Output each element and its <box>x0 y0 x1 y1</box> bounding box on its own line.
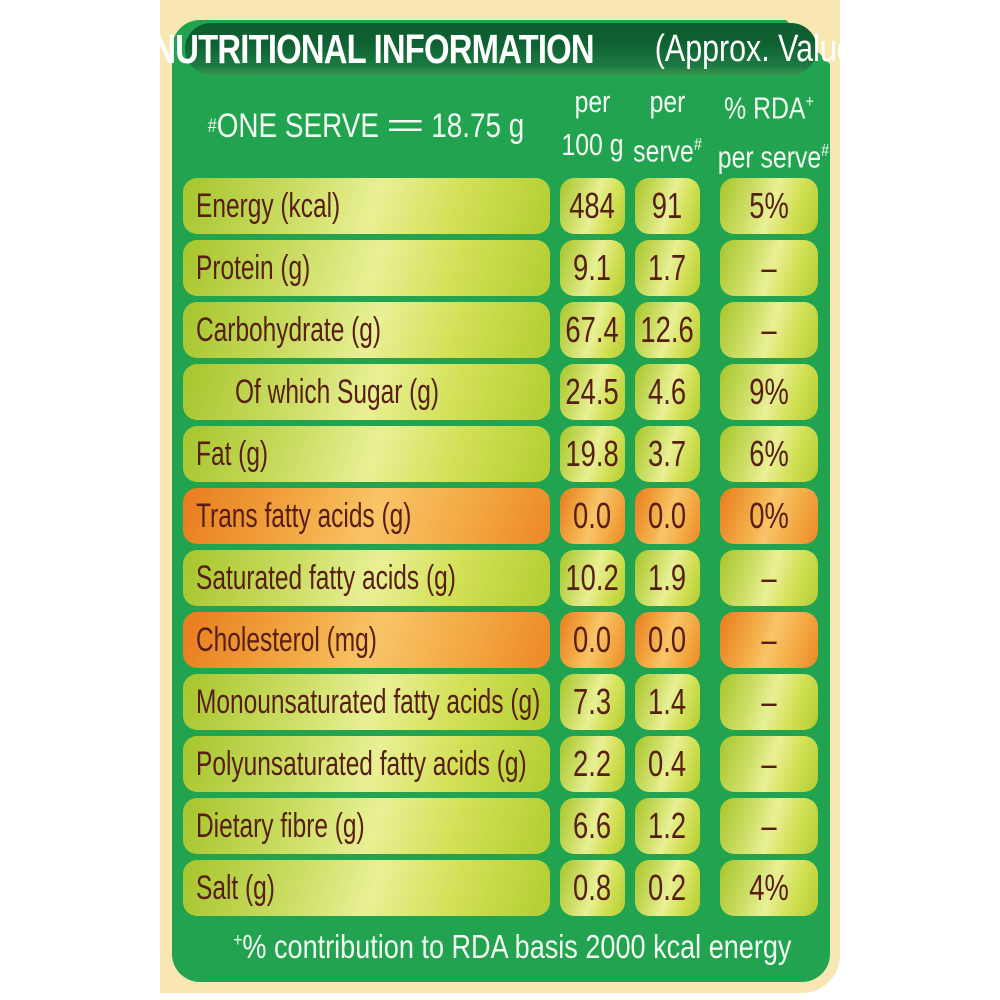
nutrient-name-pill <box>183 798 550 854</box>
per-serve-value-pill <box>635 674 700 730</box>
one-serve-value: 18.75 g <box>431 106 525 145</box>
per-100g-value-pill <box>560 302 625 358</box>
per-serve-value-pill <box>635 364 700 420</box>
rda-value: – <box>761 743 777 784</box>
per-serve-value-pill <box>635 488 700 544</box>
rda-plus-superscript: + <box>805 91 814 111</box>
rda-line2: per serve# <box>717 139 830 175</box>
rda-value: – <box>761 247 777 288</box>
rda-value: – <box>761 309 777 350</box>
one-serve-note <box>183 106 550 146</box>
per-100g-value-pill <box>560 240 625 296</box>
nutrient-row <box>183 426 818 482</box>
rda-footnote <box>172 928 830 966</box>
per-serve-value-pill <box>635 302 700 358</box>
per-serve-value: 12.6 <box>640 309 695 350</box>
per-serve-hash-superscript: # <box>693 134 702 154</box>
per-serve-value: 4.6 <box>648 371 687 412</box>
per-100g-value: 0.8 <box>573 867 612 908</box>
per-100g-value-pill <box>560 860 625 916</box>
nutrient-name-pill <box>183 612 550 668</box>
nutrient-table <box>183 178 818 922</box>
nutrition-panel <box>152 20 879 982</box>
per-serve-value: 0.0 <box>648 495 687 536</box>
per-100g-value-pill <box>560 612 625 668</box>
rda-value: – <box>761 805 777 846</box>
per-100g-value-pill <box>560 674 625 730</box>
per-serve-value-pill <box>635 426 700 482</box>
column-header-rda <box>705 80 833 179</box>
per-100g-line1: per <box>574 84 611 119</box>
nutrient-row <box>183 240 818 296</box>
rda-value-pill <box>720 860 818 916</box>
per-serve-value: 0.4 <box>648 743 687 784</box>
nutrient-name: Dietary fibre (g) <box>196 806 365 845</box>
equals-sign: = <box>386 106 426 145</box>
nutrient-name: Trans fatty acids (g) <box>196 496 412 535</box>
per-serve-value-pill <box>635 798 700 854</box>
per-serve-value: 0.2 <box>648 867 687 908</box>
per-serve-value: 1.2 <box>648 805 687 846</box>
per-serve-line1: per <box>649 84 686 119</box>
rda-value: – <box>761 557 777 598</box>
nutrient-name: Protein (g) <box>196 248 311 287</box>
rda-value: – <box>761 619 777 660</box>
column-header-area <box>172 76 830 180</box>
per-100g-value: 0.0 <box>573 619 612 660</box>
nutrient-name: Monounsaturated fatty acids (g) <box>196 682 541 721</box>
nutrient-name: Salt (g) <box>196 868 275 907</box>
panel-title: NUTRITIONAL INFORMATION <box>152 25 594 72</box>
nutrient-row <box>183 860 818 916</box>
rda-line1: % RDA+ <box>724 90 814 126</box>
rda-value-pill <box>720 674 818 730</box>
rda-value: 5% <box>749 185 789 226</box>
per-serve-value-pill <box>635 240 700 296</box>
per-100g-value-pill <box>560 426 625 482</box>
rda-value-pill <box>720 550 818 606</box>
nutrient-name: Fat (g) <box>196 434 269 473</box>
per-100g-value: 484 <box>569 185 616 226</box>
nutrient-name-pill <box>183 550 550 606</box>
one-serve-hash-superscript: # <box>208 114 218 137</box>
nutrient-name-pill <box>183 674 550 730</box>
nutrient-row <box>183 364 818 420</box>
rda-value: 4% <box>749 867 789 908</box>
nutrient-name: Saturated fatty acids (g) <box>196 558 456 597</box>
nutrient-row <box>183 302 818 358</box>
per-100g-value: 2.2 <box>573 743 612 784</box>
per-serve-value: 91 <box>652 185 683 226</box>
per-serve-line2: serve# <box>633 133 702 169</box>
per-serve-value: 1.9 <box>648 557 687 598</box>
nutrient-name-pill <box>183 364 550 420</box>
nutrient-row <box>183 798 818 854</box>
per-serve-value-pill <box>635 736 700 792</box>
rda-value: 9% <box>749 371 789 412</box>
rda-value-pill <box>720 612 818 668</box>
packaging-card <box>152 0 879 993</box>
panel-title-qualifier: (Approx. Values) <box>654 27 879 70</box>
footnote-text: % contribution to RDA basis 2000 kcal energy <box>242 928 792 965</box>
per-100g-value-pill <box>560 178 625 234</box>
nutrient-row <box>183 674 818 730</box>
rda-value-pill <box>720 240 818 296</box>
rda-value-pill <box>720 364 818 420</box>
rda-value-pill <box>720 302 818 358</box>
per-100g-value-pill <box>560 798 625 854</box>
nutrient-name: Cholesterol (mg) <box>196 620 377 659</box>
per-serve-value: 0.0 <box>648 619 687 660</box>
per-100g-value: 9.1 <box>573 247 612 288</box>
nutrient-name: Polyunsaturated fatty acids (g) <box>196 744 527 783</box>
rda-value-pill <box>720 178 818 234</box>
per-serve-value: 1.4 <box>648 681 687 722</box>
nutrient-name: Of which Sugar (g) <box>235 372 440 411</box>
per-serve-value-pill <box>635 550 700 606</box>
nutrient-name: Energy (kcal) <box>196 186 341 225</box>
per-100g-value-pill <box>560 736 625 792</box>
nutrient-row <box>183 736 818 792</box>
per-serve-value: 1.7 <box>648 247 687 288</box>
nutrient-name-pill <box>183 736 550 792</box>
per-100g-value-pill <box>560 550 625 606</box>
rda-value: 0% <box>749 495 789 536</box>
per-serve-value-pill <box>635 612 700 668</box>
per-100g-value: 6.6 <box>573 805 612 846</box>
rda-value-pill <box>720 798 818 854</box>
per-100g-value: 0.0 <box>573 495 612 536</box>
per-serve-value: 3.7 <box>648 433 687 474</box>
per-100g-value: 7.3 <box>573 681 612 722</box>
nutrient-name-pill <box>183 178 550 234</box>
rda-value-pill <box>720 736 818 792</box>
per-100g-value: 24.5 <box>565 371 620 412</box>
nutrient-name-pill <box>183 240 550 296</box>
footnote-plus-superscript: + <box>233 930 243 951</box>
rda-value-pill <box>720 426 818 482</box>
per-100g-value: 67.4 <box>565 309 620 350</box>
nutrient-name: Carbohydrate (g) <box>196 310 382 349</box>
per-100g-value-pill <box>560 488 625 544</box>
panel-title-bar <box>152 23 879 75</box>
nutrient-row <box>183 488 818 544</box>
nutrient-name-pill <box>183 302 550 358</box>
nutrient-row <box>183 178 818 234</box>
per-100g-value: 10.2 <box>565 557 620 598</box>
rda-value: – <box>761 681 777 722</box>
rda-value-pill <box>720 488 818 544</box>
nutrient-row <box>183 550 818 606</box>
nutrient-name-pill <box>183 426 550 482</box>
per-serve-value-pill <box>635 178 700 234</box>
one-serve-label: ONE SERVE <box>217 106 380 145</box>
nutrient-name-pill <box>183 860 550 916</box>
per-100g-line2: 100 g <box>561 127 624 162</box>
rda-value: 6% <box>749 433 789 474</box>
per-100g-value: 19.8 <box>565 433 620 474</box>
nutrient-name-pill <box>183 488 550 544</box>
per-serve-value-pill <box>635 860 700 916</box>
per-100g-value-pill <box>560 364 625 420</box>
nutrient-row <box>183 612 818 668</box>
rda-hash-superscript: # <box>821 140 830 161</box>
